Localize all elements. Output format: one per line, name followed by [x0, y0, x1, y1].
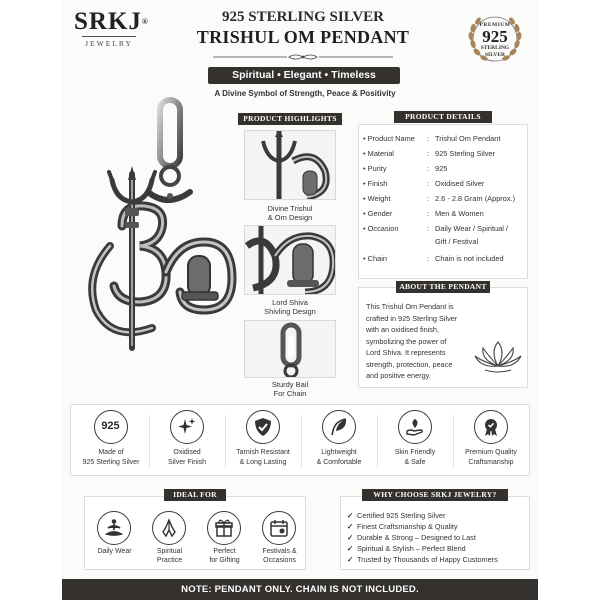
chain-not-included-note: NOTE: PENDANT ONLY. CHAIN IS NOT INCLUDED.	[62, 579, 538, 600]
brand-wordmark: SRKJ®	[74, 8, 149, 35]
why-item: ✓ Finest Craftsmanship & Quality	[347, 522, 458, 531]
brand-subtitle: JEWELRY	[85, 39, 133, 48]
feature-item: Lightweight & Comfortable	[301, 405, 377, 477]
shivling-closeup-icon	[245, 226, 336, 295]
trishul-om-closeup-icon	[245, 131, 336, 200]
highlight-shivling-image	[244, 225, 336, 295]
hand-leaf-icon	[398, 410, 432, 444]
highlight-trishul-om-image	[244, 130, 336, 200]
meditation-icon	[97, 511, 131, 545]
product-page	[62, 0, 538, 600]
feature-item: 925 Made of 925 Sterling Silver	[73, 405, 149, 477]
highlight-caption-1: Divine Trishul & Om Design	[267, 204, 313, 222]
highlight-caption-2: Lord Shiva Shivling Design	[264, 298, 316, 316]
title-line-1: 925 STERLING SILVER	[221, 9, 384, 25]
feather-icon	[322, 410, 356, 444]
why-item: ✓ Spiritual & Stylish – Perfect Blend	[347, 544, 466, 553]
about-pendant-box	[358, 287, 528, 388]
calendar-icon	[262, 511, 296, 545]
why-choose-heading: WHY CHOOSE SRKJ JEWELRY?	[362, 489, 508, 501]
ideal-for-heading: IDEAL FOR	[164, 489, 226, 501]
product-details-heading: PRODUCT DETAILS	[394, 111, 492, 123]
feature-item: Premium Quality Craftsmanship	[453, 405, 529, 477]
about-text: This Trishul Om Pendant is crafted in 925 Sterling Silver with an oxidised finish, symbolizing the power of Lord Shiva. It represents strength, protection, peace and positive energy.	[366, 302, 458, 380]
premium-925-seal	[464, 8, 526, 70]
highlight-caption-3: Sturdy Bail For Chain	[271, 380, 309, 398]
product-highlights-heading: PRODUCT HIGHLIGHTS	[238, 113, 342, 125]
features-strip	[70, 404, 530, 476]
why-item: ✓ Durable & Strong – Designed to Last	[347, 533, 476, 542]
lotus-icon	[473, 338, 523, 374]
why-item: ✓ Certified 925 Sterling Silver	[347, 511, 446, 520]
feature-item: Oxidised Silver Finish	[149, 405, 225, 477]
bail-closeup-icon	[245, 321, 336, 378]
award-ribbon-icon	[474, 410, 508, 444]
product-details-table: • Product Name : Trishul Om Pendant • Material : 925 Sterling Silver • Purity : 925 • Finish : Oxidised Silver • Weight : 2.6 - 2.8 Gram (Approx.) • Gender : Men & Women • Occasion : Daily Wear / Spiritual / Gift / Festival • Chain : Chain is not included	[358, 124, 528, 279]
subtitle: A Divine Symbol of Strength, Peace & Positivity	[214, 89, 396, 98]
highlight-bail-image	[244, 320, 336, 378]
seal-text: PREMIUM 925 STERLING SILVER	[479, 22, 511, 58]
page-title	[174, 8, 432, 66]
why-choose-box	[340, 496, 530, 570]
sparkle-icon	[170, 410, 204, 444]
trishul-om-pendant-image	[82, 96, 252, 358]
gift-icon	[207, 511, 241, 545]
shield-check-icon	[246, 410, 280, 444]
925-badge-icon: 925	[94, 410, 128, 444]
about-pendant-heading: ABOUT THE PENDANT	[396, 281, 490, 293]
title-line-2: TRISHUL OM PENDANT	[196, 27, 410, 47]
tagline-banner: Spiritual • Elegant • Timeless	[208, 67, 400, 84]
ornament-divider-icon	[203, 53, 403, 61]
praying-hands-icon	[152, 511, 186, 545]
why-item: ✓ Trusted by Thousands of Happy Customers	[347, 555, 498, 564]
brand-logo	[74, 8, 149, 48]
feature-item: Tarnish Resistant & Long Lasting	[225, 405, 301, 477]
feature-item: Skin Friendly & Safe	[377, 405, 453, 477]
ideal-for-box: Daily Wear Spiritual Practice Perfect for Gifting Festivals & Occasions	[84, 496, 306, 570]
